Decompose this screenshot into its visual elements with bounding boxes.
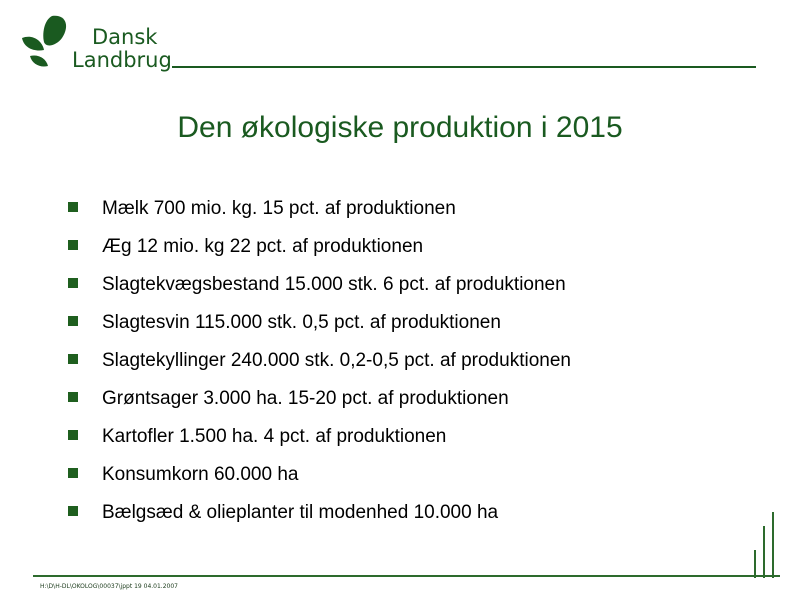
list-item <box>68 494 571 532</box>
bullet-text: Æg 12 mio. kg 22 pct. af produktionen <box>102 236 424 257</box>
logo-wordmark <box>72 26 172 72</box>
decorative-bar <box>763 526 765 578</box>
decorative-bar <box>772 512 774 578</box>
square-bullet-icon <box>68 202 78 212</box>
decorative-bar <box>754 550 756 578</box>
list-item <box>68 190 571 228</box>
list-item <box>68 228 571 266</box>
square-bullet-icon <box>68 354 78 364</box>
square-bullet-icon <box>68 392 78 402</box>
list-item <box>68 266 571 304</box>
list-item <box>68 456 571 494</box>
bullet-text: Kartofler 1.500 ha. 4 pct. af produktionen <box>102 426 447 447</box>
bullet-text: Konsumkorn 60.000 ha <box>102 464 299 485</box>
bullet-text: Bælgsæd & olieplanter til modenhed 10.000 ha <box>102 502 499 523</box>
footer-divider <box>33 575 780 577</box>
bullet-text: Slagtesvin 115.000 stk. 0,5 pct. af produktionen <box>102 312 501 333</box>
square-bullet-icon <box>68 506 78 516</box>
square-bullet-icon <box>68 468 78 478</box>
bullet-text: Grøntsager 3.000 ha. 15-20 pct. af produktionen <box>102 388 509 409</box>
leaf-logo-icon <box>16 12 76 72</box>
header-divider <box>172 66 756 68</box>
bullet-text: Slagtekvægsbestand 15.000 stk. 6 pct. af produktionen <box>102 274 566 295</box>
footer-file-path: H:\D\H-DL\OKOLOG\00037\jppt 19 04.01.2007 <box>40 583 178 590</box>
logo-line-2: Landbrug <box>72 48 172 72</box>
decorative-bars <box>752 520 782 578</box>
list-item <box>68 342 571 380</box>
square-bullet-icon <box>68 278 78 288</box>
dansk-landbrug-logo <box>16 12 172 80</box>
logo-line-1: Dansk <box>92 25 158 49</box>
bullet-list <box>68 190 571 532</box>
square-bullet-icon <box>68 316 78 326</box>
slide-title: Den økologiske produktion i 2015 <box>177 111 623 144</box>
list-item <box>68 380 571 418</box>
bullet-text: Slagtekyllinger 240.000 stk. 0,2-0,5 pct. af produktionen <box>102 350 571 371</box>
square-bullet-icon <box>68 240 78 250</box>
list-item <box>68 418 571 456</box>
list-item <box>68 304 571 342</box>
square-bullet-icon <box>68 430 78 440</box>
bullet-text: Mælk 700 mio. kg. 15 pct. af produktionen <box>102 198 456 219</box>
